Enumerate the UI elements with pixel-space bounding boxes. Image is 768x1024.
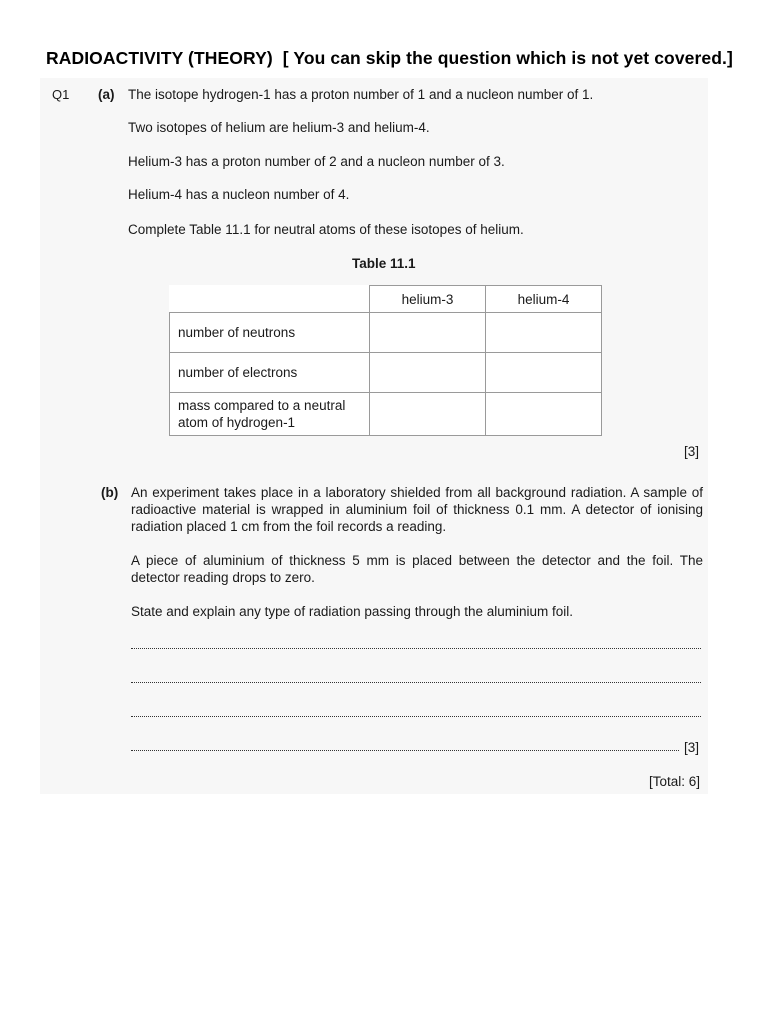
part-a-line-4: Helium-4 has a nucleon number of 4. <box>128 187 350 202</box>
part-a-line-5: Complete Table 11.1 for neutral atoms of these isotopes of helium. <box>128 222 524 237</box>
answer-line-3[interactable] <box>131 716 701 717</box>
answer-line-1[interactable] <box>131 648 701 649</box>
table-corner-cell <box>170 286 370 313</box>
question-number: Q1 <box>52 87 70 102</box>
part-a-line-2: Two isotopes of helium are helium-3 and helium-4. <box>128 120 430 135</box>
answer-cell-helium-4-mass[interactable] <box>486 393 602 436</box>
table-caption: Table 11.1 <box>352 256 416 271</box>
part-a-line-1: The isotope hydrogen-1 has a proton number of 1 and a nucleon number of 1. <box>128 87 594 102</box>
answer-cell-helium-4-neutrons[interactable] <box>486 313 602 353</box>
part-b-paragraph-1: An experiment takes place in a laboratory shielded from all background radiation. A sample of radioactive material is wrapped in aluminium foil of thickness 0.1 mm. A detector of ionising radiation placed 1 cm from the foil records a reading. <box>131 485 703 534</box>
table-header-row <box>170 286 602 313</box>
part-a-label: (a) <box>98 87 115 102</box>
part-a-marks: [3] <box>684 444 700 459</box>
part-b-label: (b) <box>101 485 119 500</box>
answer-cell-helium-3-mass[interactable] <box>370 393 486 436</box>
table-row <box>170 313 602 353</box>
helium-isotope-table <box>169 285 602 436</box>
row-label-mass: mass compared to a neutral atom of hydrogen-1 <box>170 393 370 436</box>
part-a-line-3: Helium-3 has a proton number of 2 and a nucleon number of 3. <box>128 154 505 169</box>
title-text: RADIOACTIVITY (THEORY) <box>46 48 273 68</box>
title-note: [ You can skip the question which is not yet covered.] <box>282 48 733 68</box>
table-row <box>170 353 602 393</box>
page-title <box>46 48 733 69</box>
answer-line-2[interactable] <box>131 682 701 683</box>
answer-cell-helium-4-electrons[interactable] <box>486 353 602 393</box>
total-marks: [Total: 6] <box>649 774 701 789</box>
column-header-helium-4: helium-4 <box>486 286 602 313</box>
column-header-helium-3: helium-3 <box>370 286 486 313</box>
table-row <box>170 393 602 436</box>
answer-line-4[interactable] <box>131 750 679 751</box>
answer-cell-helium-3-electrons[interactable] <box>370 353 486 393</box>
row-label-electrons: number of electrons <box>170 353 370 393</box>
answer-cell-helium-3-neutrons[interactable] <box>370 313 486 353</box>
part-b-marks: [3] <box>684 740 700 755</box>
row-label-neutrons: number of neutrons <box>170 313 370 353</box>
part-b-paragraph-2: A piece of aluminium of thickness 5 mm is placed between the detector and the foil. The detector reading drops to zero. <box>131 553 703 585</box>
part-b-instruction: State and explain any type of radiation passing through the aluminium foil. <box>131 604 574 619</box>
